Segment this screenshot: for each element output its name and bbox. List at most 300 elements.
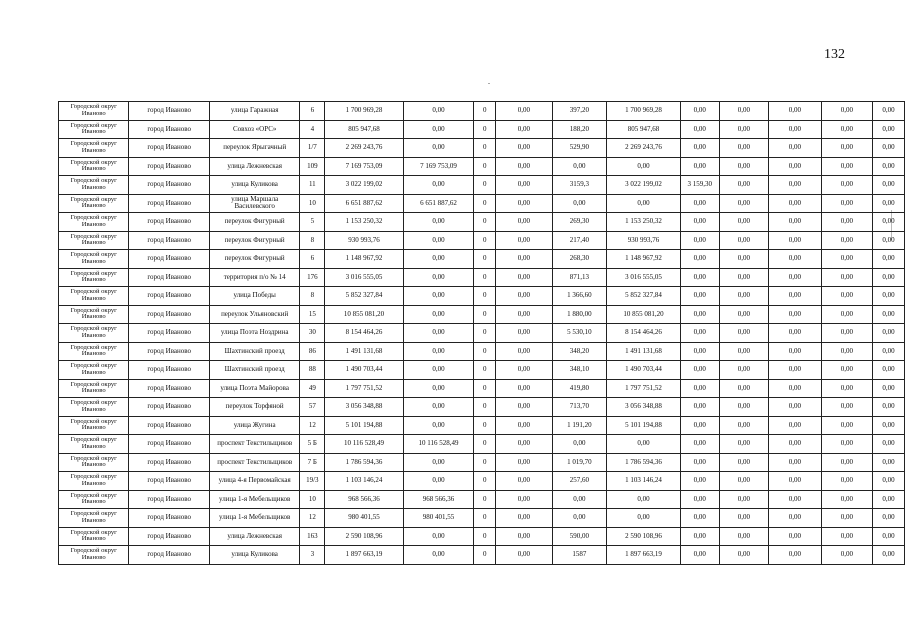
cell-district: Городской округ Иваново — [59, 176, 129, 195]
cell-area: 257,60 — [552, 472, 607, 491]
cell-cost-e: 0,00 — [719, 546, 769, 565]
cell-count: 0 — [474, 435, 496, 454]
cell-cost-b: 0,00 — [496, 287, 552, 306]
cell-cost-g: 0,00 — [821, 231, 872, 250]
cell-house: 5 Б — [300, 435, 325, 454]
table-row — [59, 268, 905, 287]
cell-cost-g: 0,00 — [821, 305, 872, 324]
cell-cost-g: 0,00 — [821, 157, 872, 176]
cell-cost-d: 0,00 — [680, 379, 719, 398]
cell-cost-e: 0,00 — [719, 176, 769, 195]
cell-cost-g: 0,00 — [821, 250, 872, 269]
cell-cost-c: 0,00 — [607, 194, 681, 213]
cell-district: Городской округ Иваново — [59, 361, 129, 380]
cell-cost-d: 3 159,30 — [680, 176, 719, 195]
cell-cost-h: 0,00 — [873, 287, 905, 306]
cell-settlement: город Иваново — [129, 509, 210, 528]
cell-cost-g: 0,00 — [821, 546, 872, 565]
table-row — [59, 416, 905, 435]
cell-cost-f: 0,00 — [769, 398, 821, 417]
cell-area: 529,90 — [552, 139, 607, 158]
cell-cost-h: 0,00 — [873, 102, 905, 121]
cell-count: 0 — [474, 379, 496, 398]
cell-cost-e: 0,00 — [719, 379, 769, 398]
cell-cost-a: 0,00 — [403, 342, 474, 361]
cell-cost-d: 0,00 — [680, 527, 719, 546]
cell-settlement: город Иваново — [129, 435, 210, 454]
cell-area: 1 366,60 — [552, 287, 607, 306]
cell-area: 419,80 — [552, 379, 607, 398]
cell-house: 163 — [300, 527, 325, 546]
cell-settlement: город Иваново — [129, 546, 210, 565]
cell-cost-a: 0,00 — [403, 213, 474, 232]
cell-cost-d: 0,00 — [680, 546, 719, 565]
cell-settlement: город Иваново — [129, 305, 210, 324]
cell-cost-a: 0,00 — [403, 416, 474, 435]
cell-settlement: город Иваново — [129, 490, 210, 509]
cell-cost-d: 0,00 — [680, 305, 719, 324]
cell-district: Городской округ Иваново — [59, 342, 129, 361]
cell-cost-f: 0,00 — [769, 139, 821, 158]
cell-cost-e: 0,00 — [719, 361, 769, 380]
cell-cost-h: 0,00 — [873, 472, 905, 491]
cell-count: 0 — [474, 287, 496, 306]
cell-cost-f: 0,00 — [769, 453, 821, 472]
cell-cost-g: 0,00 — [821, 176, 872, 195]
cell-district: Городской округ Иваново — [59, 509, 129, 528]
cell-count: 0 — [474, 472, 496, 491]
cell-cost-f: 0,00 — [769, 157, 821, 176]
cell-cost-h: 0,00 — [873, 453, 905, 472]
cell-cost-h: 0,00 — [873, 398, 905, 417]
cell-district: Городской округ Иваново — [59, 194, 129, 213]
cell-cost-g: 0,00 — [821, 509, 872, 528]
cell-street: улица Маршала Василевского — [209, 194, 299, 213]
cell-area: 1587 — [552, 546, 607, 565]
cell-house: 12 — [300, 416, 325, 435]
cell-street: проспект Текстильщиков — [209, 453, 299, 472]
cell-settlement: город Иваново — [129, 231, 210, 250]
cell-total-cost: 805 947,68 — [325, 120, 404, 139]
cell-cost-a: 0,00 — [403, 379, 474, 398]
cell-cost-a: 0,00 — [403, 139, 474, 158]
cell-cost-e: 0,00 — [719, 268, 769, 287]
cell-street: улица Гаражная — [209, 102, 299, 121]
cell-cost-h: 0,00 — [873, 416, 905, 435]
cell-house: 6 — [300, 102, 325, 121]
cell-total-cost: 1 700 969,28 — [325, 102, 404, 121]
cell-total-cost: 1 490 703,44 — [325, 361, 404, 380]
cell-total-cost: 6 651 887,62 — [325, 194, 404, 213]
scan-artifact — [488, 83, 490, 84]
cell-street: переулок Ярыгачный — [209, 139, 299, 158]
cell-cost-d: 0,00 — [680, 509, 719, 528]
cell-house: 7 Б — [300, 453, 325, 472]
cell-settlement: город Иваново — [129, 287, 210, 306]
cell-area: 1 019,70 — [552, 453, 607, 472]
cell-cost-c: 1 490 703,44 — [607, 361, 681, 380]
cell-total-cost: 10 116 528,49 — [325, 435, 404, 454]
cell-area: 871,13 — [552, 268, 607, 287]
cell-cost-h: 0,00 — [873, 176, 905, 195]
cell-cost-c: 1 148 967,92 — [607, 250, 681, 269]
cell-cost-a: 0,00 — [403, 287, 474, 306]
cell-cost-f: 0,00 — [769, 213, 821, 232]
cell-cost-b: 0,00 — [496, 194, 552, 213]
cell-cost-b: 0,00 — [496, 398, 552, 417]
cell-cost-e: 0,00 — [719, 435, 769, 454]
cell-total-cost: 1 786 594,36 — [325, 453, 404, 472]
cell-street: улица Куликова — [209, 546, 299, 565]
cell-cost-h: 0,00 — [873, 324, 905, 343]
cell-street: улица Поэта Майорова — [209, 379, 299, 398]
cell-district: Городской округ Иваново — [59, 268, 129, 287]
cell-total-cost: 10 855 081,20 — [325, 305, 404, 324]
cell-house: 88 — [300, 361, 325, 380]
cell-cost-h: 0,00 — [873, 231, 905, 250]
cell-area: 3159,3 — [552, 176, 607, 195]
cell-street: Шахтинский проезд — [209, 361, 299, 380]
cell-cost-f: 0,00 — [769, 250, 821, 269]
cell-cost-b: 0,00 — [496, 139, 552, 158]
cell-count: 0 — [474, 231, 496, 250]
cell-house: 86 — [300, 342, 325, 361]
cell-house: 30 — [300, 324, 325, 343]
cell-cost-c: 3 022 199,02 — [607, 176, 681, 195]
cell-cost-f: 0,00 — [769, 268, 821, 287]
cell-settlement: город Иваново — [129, 102, 210, 121]
cell-house: 3 — [300, 546, 325, 565]
cell-district: Городской округ Иваново — [59, 416, 129, 435]
cell-cost-d: 0,00 — [680, 120, 719, 139]
cell-cost-c: 1 797 751,52 — [607, 379, 681, 398]
cell-cost-d: 0,00 — [680, 324, 719, 343]
cell-count: 0 — [474, 268, 496, 287]
cell-cost-e: 0,00 — [719, 287, 769, 306]
cell-count: 0 — [474, 398, 496, 417]
cell-total-cost: 3 056 348,88 — [325, 398, 404, 417]
cell-cost-h: 0,00 — [873, 379, 905, 398]
cell-cost-b: 0,00 — [496, 268, 552, 287]
cell-cost-f: 0,00 — [769, 472, 821, 491]
cell-count: 0 — [474, 194, 496, 213]
cell-cost-g: 0,00 — [821, 342, 872, 361]
cell-area: 713,70 — [552, 398, 607, 417]
cell-total-cost: 1 153 250,32 — [325, 213, 404, 232]
cell-cost-d: 0,00 — [680, 342, 719, 361]
cell-total-cost: 3 022 199,02 — [325, 176, 404, 195]
cell-total-cost: 2 269 243,76 — [325, 139, 404, 158]
cell-street: улица Лежневская — [209, 157, 299, 176]
table-row — [59, 398, 905, 417]
cell-cost-d: 0,00 — [680, 472, 719, 491]
table-row — [59, 157, 905, 176]
cell-cost-a: 0,00 — [403, 268, 474, 287]
cell-cost-d: 0,00 — [680, 157, 719, 176]
cell-cost-e: 0,00 — [719, 157, 769, 176]
cell-total-cost: 2 590 108,96 — [325, 527, 404, 546]
cell-street: улица 1-я Мебельщиков — [209, 490, 299, 509]
cell-cost-b: 0,00 — [496, 102, 552, 121]
cell-cost-h: 0,00 — [873, 509, 905, 528]
cell-cost-e: 0,00 — [719, 398, 769, 417]
cell-cost-b: 0,00 — [496, 305, 552, 324]
cell-settlement: город Иваново — [129, 157, 210, 176]
cell-cost-f: 0,00 — [769, 546, 821, 565]
cell-count: 0 — [474, 490, 496, 509]
cell-settlement: город Иваново — [129, 176, 210, 195]
cell-house: 6 — [300, 250, 325, 269]
cell-total-cost: 5 101 194,88 — [325, 416, 404, 435]
cell-cost-g: 0,00 — [821, 490, 872, 509]
table-row — [59, 139, 905, 158]
cell-cost-d: 0,00 — [680, 139, 719, 158]
cell-cost-c: 3 016 555,05 — [607, 268, 681, 287]
cell-total-cost: 968 566,36 — [325, 490, 404, 509]
cell-cost-c: 8 154 464,26 — [607, 324, 681, 343]
cell-count: 0 — [474, 102, 496, 121]
cell-cost-g: 0,00 — [821, 398, 872, 417]
cell-district: Городской округ Иваново — [59, 546, 129, 565]
cell-cost-f: 0,00 — [769, 490, 821, 509]
cell-cost-a: 0,00 — [403, 120, 474, 139]
cell-district: Городской округ Иваново — [59, 453, 129, 472]
cell-cost-b: 0,00 — [496, 324, 552, 343]
cell-count: 0 — [474, 361, 496, 380]
cell-count: 0 — [474, 324, 496, 343]
cell-total-cost: 1 148 967,92 — [325, 250, 404, 269]
cell-area: 348,10 — [552, 361, 607, 380]
cell-district: Городской округ Иваново — [59, 379, 129, 398]
cell-cost-b: 0,00 — [496, 453, 552, 472]
cell-cost-e: 0,00 — [719, 416, 769, 435]
cell-cost-e: 0,00 — [719, 231, 769, 250]
cell-count: 0 — [474, 213, 496, 232]
cell-street: улица Куликова — [209, 176, 299, 195]
cell-cost-b: 0,00 — [496, 379, 552, 398]
cell-cost-b: 0,00 — [496, 435, 552, 454]
cell-cost-c: 805 947,68 — [607, 120, 681, 139]
cell-cost-e: 0,00 — [719, 324, 769, 343]
cell-settlement: город Иваново — [129, 250, 210, 269]
cell-cost-f: 0,00 — [769, 361, 821, 380]
cell-cost-f: 0,00 — [769, 194, 821, 213]
cell-house: 8 — [300, 231, 325, 250]
cell-settlement: город Иваново — [129, 472, 210, 491]
cell-cost-g: 0,00 — [821, 453, 872, 472]
cell-cost-g: 0,00 — [821, 102, 872, 121]
cell-cost-e: 0,00 — [719, 527, 769, 546]
cell-cost-c: 2 269 243,76 — [607, 139, 681, 158]
cell-district: Городской округ Иваново — [59, 435, 129, 454]
cell-cost-a: 968 566,36 — [403, 490, 474, 509]
cell-district: Городской округ Иваново — [59, 250, 129, 269]
cell-area: 0,00 — [552, 194, 607, 213]
cell-cost-c: 0,00 — [607, 509, 681, 528]
cell-cost-b: 0,00 — [496, 490, 552, 509]
cell-street: переулок Фигурный — [209, 213, 299, 232]
cell-cost-d: 0,00 — [680, 231, 719, 250]
cell-house: 1/7 — [300, 139, 325, 158]
cell-cost-b: 0,00 — [496, 546, 552, 565]
cell-cost-a: 0,00 — [403, 176, 474, 195]
table-row — [59, 361, 905, 380]
cell-cost-d: 0,00 — [680, 268, 719, 287]
cell-cost-d: 0,00 — [680, 361, 719, 380]
cell-count: 0 — [474, 120, 496, 139]
cell-cost-g: 0,00 — [821, 416, 872, 435]
cell-cost-a: 0,00 — [403, 324, 474, 343]
cell-count: 0 — [474, 139, 496, 158]
cell-total-cost: 8 154 464,26 — [325, 324, 404, 343]
cell-count: 0 — [474, 527, 496, 546]
cell-cost-h: 0,00 — [873, 157, 905, 176]
cell-count: 0 — [474, 157, 496, 176]
cell-cost-b: 0,00 — [496, 157, 552, 176]
cell-district: Городской округ Иваново — [59, 490, 129, 509]
cell-cost-c: 5 852 327,84 — [607, 287, 681, 306]
table-row — [59, 379, 905, 398]
cell-cost-b: 0,00 — [496, 213, 552, 232]
cell-cost-c: 0,00 — [607, 490, 681, 509]
cell-house: 10 — [300, 490, 325, 509]
cell-cost-b: 0,00 — [496, 176, 552, 195]
cell-district: Городской округ Иваново — [59, 527, 129, 546]
cell-cost-f: 0,00 — [769, 527, 821, 546]
cell-settlement: город Иваново — [129, 527, 210, 546]
cell-district: Городской округ Иваново — [59, 102, 129, 121]
cell-house: 10 — [300, 194, 325, 213]
cell-cost-b: 0,00 — [496, 416, 552, 435]
cell-area: 0,00 — [552, 509, 607, 528]
table-row — [59, 213, 905, 232]
cell-cost-h: 0,00 — [873, 268, 905, 287]
cell-house: 109 — [300, 157, 325, 176]
cell-cost-f: 0,00 — [769, 176, 821, 195]
cell-area: 1 191,20 — [552, 416, 607, 435]
cell-cost-f: 0,00 — [769, 379, 821, 398]
cell-settlement: город Иваново — [129, 361, 210, 380]
cell-area: 217,40 — [552, 231, 607, 250]
cell-cost-e: 0,00 — [719, 194, 769, 213]
cell-cost-g: 0,00 — [821, 527, 872, 546]
cell-cost-h: 0,00 — [873, 139, 905, 158]
cell-cost-e: 0,00 — [719, 305, 769, 324]
cell-total-cost: 1 103 146,24 — [325, 472, 404, 491]
table-row — [59, 176, 905, 195]
table-row — [59, 305, 905, 324]
cell-cost-b: 0,00 — [496, 527, 552, 546]
cell-house: 11 — [300, 176, 325, 195]
cell-cost-c: 1 103 146,24 — [607, 472, 681, 491]
cell-area: 0,00 — [552, 435, 607, 454]
cell-total-cost: 1 491 131,68 — [325, 342, 404, 361]
cell-settlement: город Иваново — [129, 379, 210, 398]
cell-total-cost: 930 993,76 — [325, 231, 404, 250]
cell-house: 15 — [300, 305, 325, 324]
cell-cost-d: 0,00 — [680, 435, 719, 454]
cell-district: Городской округ Иваново — [59, 305, 129, 324]
cell-total-cost: 1 897 663,19 — [325, 546, 404, 565]
cell-cost-h: 0,00 — [873, 342, 905, 361]
cell-cost-e: 0,00 — [719, 102, 769, 121]
cell-cost-c: 1 491 131,68 — [607, 342, 681, 361]
cell-street: территория п/о № 14 — [209, 268, 299, 287]
cell-cost-e: 0,00 — [719, 453, 769, 472]
cell-area: 590,00 — [552, 527, 607, 546]
cell-cost-d: 0,00 — [680, 287, 719, 306]
cell-count: 0 — [474, 250, 496, 269]
cell-house: 49 — [300, 379, 325, 398]
cell-cost-b: 0,00 — [496, 342, 552, 361]
cell-count: 0 — [474, 342, 496, 361]
cell-cost-f: 0,00 — [769, 120, 821, 139]
cell-cost-b: 0,00 — [496, 472, 552, 491]
cell-count: 0 — [474, 305, 496, 324]
cell-area: 0,00 — [552, 490, 607, 509]
cell-cost-a: 0,00 — [403, 527, 474, 546]
cell-cost-f: 0,00 — [769, 102, 821, 121]
cell-cost-f: 0,00 — [769, 287, 821, 306]
cell-cost-c: 1 786 594,36 — [607, 453, 681, 472]
cell-cost-a: 10 116 528,49 — [403, 435, 474, 454]
cell-street: Совхоз «ОРС» — [209, 120, 299, 139]
cell-cost-h: 0,00 — [873, 213, 905, 232]
cell-street: улица 1-я Мебельщиков — [209, 509, 299, 528]
cell-count: 0 — [474, 416, 496, 435]
cell-settlement: город Иваново — [129, 194, 210, 213]
cell-cost-g: 0,00 — [821, 361, 872, 380]
cell-house: 12 — [300, 509, 325, 528]
cell-count: 0 — [474, 546, 496, 565]
cell-total-cost: 7 169 753,09 — [325, 157, 404, 176]
cell-street: переулок Фигурный — [209, 250, 299, 269]
cell-settlement: город Иваново — [129, 453, 210, 472]
cell-house: 4 — [300, 120, 325, 139]
cell-cost-c: 0,00 — [607, 435, 681, 454]
cell-cost-e: 0,00 — [719, 490, 769, 509]
cell-cost-h: 0,00 — [873, 490, 905, 509]
cell-cost-c: 2 590 108,96 — [607, 527, 681, 546]
cell-district: Городской округ Иваново — [59, 157, 129, 176]
cell-cost-g: 0,00 — [821, 139, 872, 158]
table-row — [59, 435, 905, 454]
cell-district: Городской округ Иваново — [59, 139, 129, 158]
cell-district: Городской округ Иваново — [59, 472, 129, 491]
table-row — [59, 342, 905, 361]
cell-cost-h: 0,00 — [873, 305, 905, 324]
cell-cost-d: 0,00 — [680, 102, 719, 121]
cell-cost-d: 0,00 — [680, 213, 719, 232]
table-row — [59, 472, 905, 491]
table-row — [59, 324, 905, 343]
cell-cost-c: 5 101 194,88 — [607, 416, 681, 435]
cell-house: 19/3 — [300, 472, 325, 491]
cell-area: 5 530,10 — [552, 324, 607, 343]
cell-cost-g: 0,00 — [821, 435, 872, 454]
cell-area: 1 880,00 — [552, 305, 607, 324]
cell-cost-d: 0,00 — [680, 416, 719, 435]
table-row — [59, 231, 905, 250]
cell-cost-a: 0,00 — [403, 546, 474, 565]
cell-street: переулок Торфяной — [209, 398, 299, 417]
cell-cost-a: 0,00 — [403, 305, 474, 324]
cell-cost-h: 0,00 — [873, 120, 905, 139]
table-row — [59, 527, 905, 546]
cell-cost-g: 0,00 — [821, 268, 872, 287]
cell-cost-g: 0,00 — [821, 324, 872, 343]
cell-cost-h: 0,00 — [873, 527, 905, 546]
